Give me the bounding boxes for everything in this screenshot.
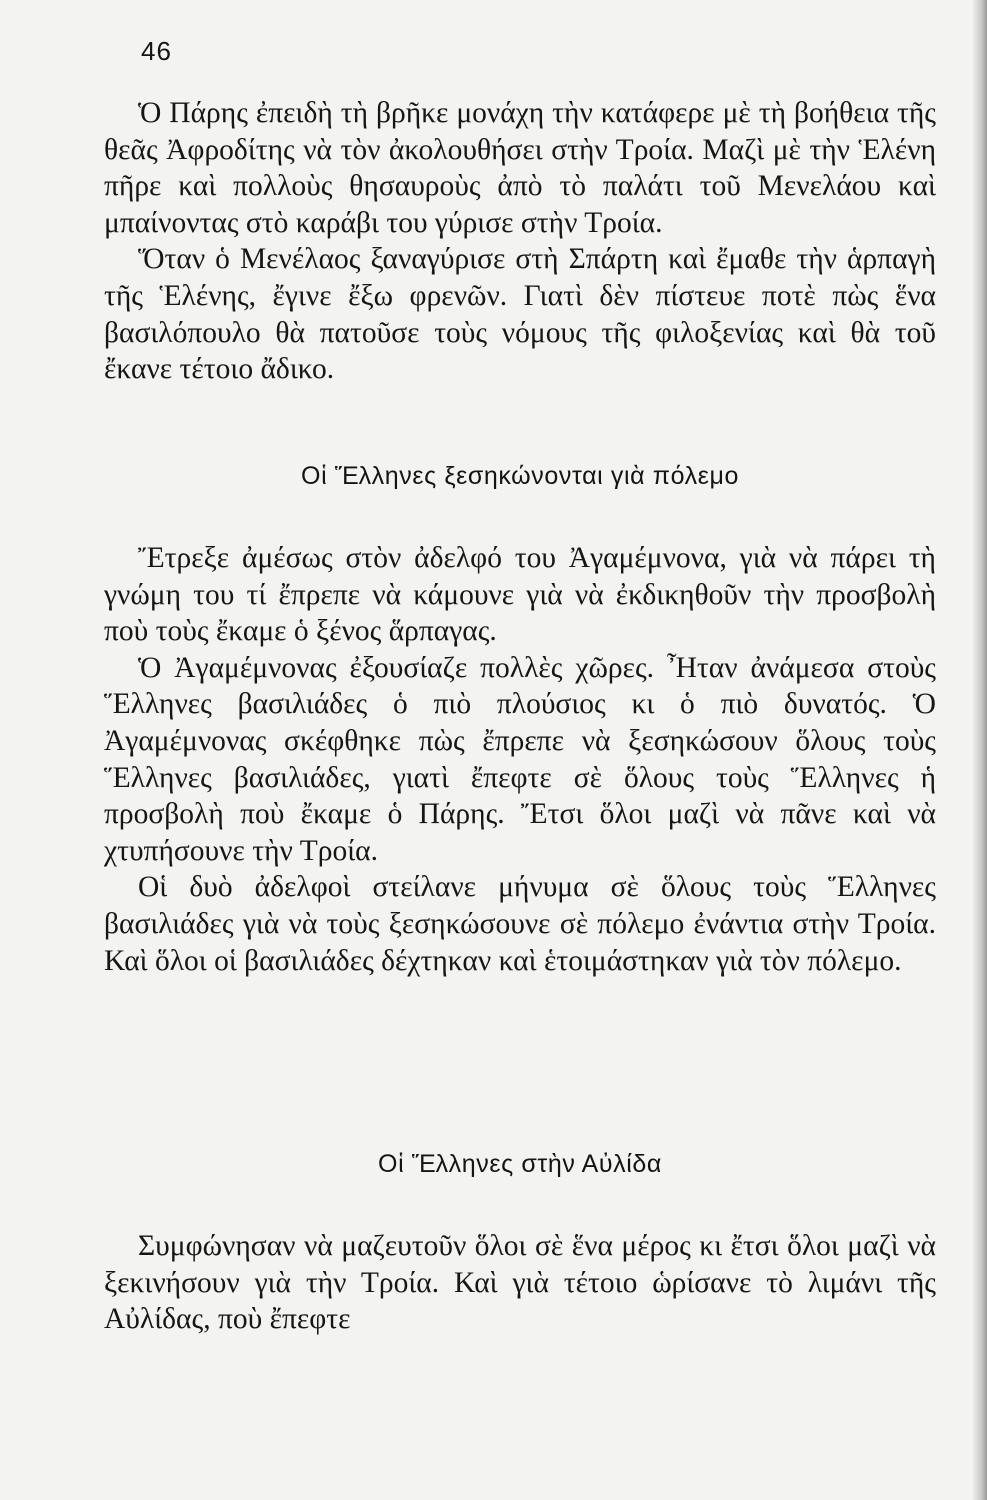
text-block-intro <box>104 95 936 388</box>
text-block-aulis <box>104 1228 936 1338</box>
section-heading: Οἱ Ἕλληνες ξεσηκώνονται γιὰ πόλεμο <box>301 462 739 490</box>
paragraph: Συμφώνησαν νὰ μαζευτοῦν ὅλοι σὲ ἕνα μέρος κι ἔτσι ὅλοι μαζὶ νὰ ξεκινήσουν γιὰ τὴν Τροία. Καὶ γιὰ τέτοιο ὡρίσανε τὸ λιμάνι τῆς Αὐλίδας, ποὺ ἔπεφτε <box>104 1230 936 1336</box>
page-spine-shadow <box>973 0 987 1500</box>
paragraph: Οἱ δυὸ ἀδελφοὶ στείλανε μήνυμα σὲ ὅλους τοὺς Ἕλληνες βασιλιάδες γιὰ νὰ τοὺς ξεσηκώσουνε σὲ πόλεμο ἐνάντια στὴν Τροία. Καὶ ὅλοι οἱ βασιλιάδες δέχτηκαν καὶ ἑτοιμάστηκαν γιὰ τὸν πόλεμο. <box>104 871 936 977</box>
paragraph: Ὁ Ἀγαμέμνονας ἐξουσίαζε πολλὲς χῶρες. Ἦταν ἀνάμεσα στοὺς Ἕλληνες βασιλιάδες ὁ πιὸ πλούσιος κι ὁ πιὸ δυνατός. Ὁ Ἀγαμέμνονας σκέφθηκε πὼς ἔπρεπε νὰ ξεσηκώσουν ὅλους τοὺς Ἕλληνες βασιλιάδες, γιατὶ ἔπεφτε σὲ ὅλους τοὺς Ἕλληνες ἡ προσβολὴ ποὺ ἔκαμε ὁ Πάρης. Ἔτσι ὅλοι μαζὶ νὰ πᾶνε καὶ νὰ χτυπήσουνε τὴν Τροία. <box>104 651 936 867</box>
paragraph: Ὁ Πάρης ἐπειδὴ τὴ βρῆκε μονάχη τὴν κατάφερε μὲ τὴ βοήθεια τῆς θεᾶς Ἀφροδίτης νὰ τὸν ἀκολουθήσει στὴν Τροία. Μαζὶ μὲ τὴν Ἑλένη πῆρε καὶ πολλοὺς θησαυροὺς ἀπὸ τὸ παλάτι τοῦ Μενελάου καὶ μπαίνοντας στὸ καράβι του γύρισε στὴν Τροία. <box>104 97 936 239</box>
text-block-war <box>104 540 936 979</box>
paragraph: Ὅταν ὁ Μενέλαος ξαναγύρισε στὴ Σπάρτη καὶ ἔμαθε τὴν ἁρπαγὴ τῆς Ἑλένης, ἔγινε ἔξω φρενῶν. Γιατὶ δὲν πίστευε ποτὲ πὼς ἕνα βασιλόπουλο θὰ πατοῦσε τοὺς νόμους τῆς φιλοξενίας καὶ θὰ τοῦ ἔκανε τέτοιο ἄδικο. <box>104 243 936 386</box>
section-heading: Οἱ Ἕλληνες στὴν Αὐλίδα <box>378 1150 662 1178</box>
paragraph: Ἔτρεξε ἀμέσως στὸν ἀδελφό του Ἀγαμέμνονα, γιὰ νὰ πάρει τὴ γνώμη του τί ἔπρεπε νὰ κάμουνε γιὰ νὰ ἐκδικηθοῦν τὴν προσβολὴ ποὺ τοὺς ἔκαμε ὁ ξένος ἅρπαγας. <box>104 542 936 648</box>
page-number: 46 <box>141 36 172 66</box>
